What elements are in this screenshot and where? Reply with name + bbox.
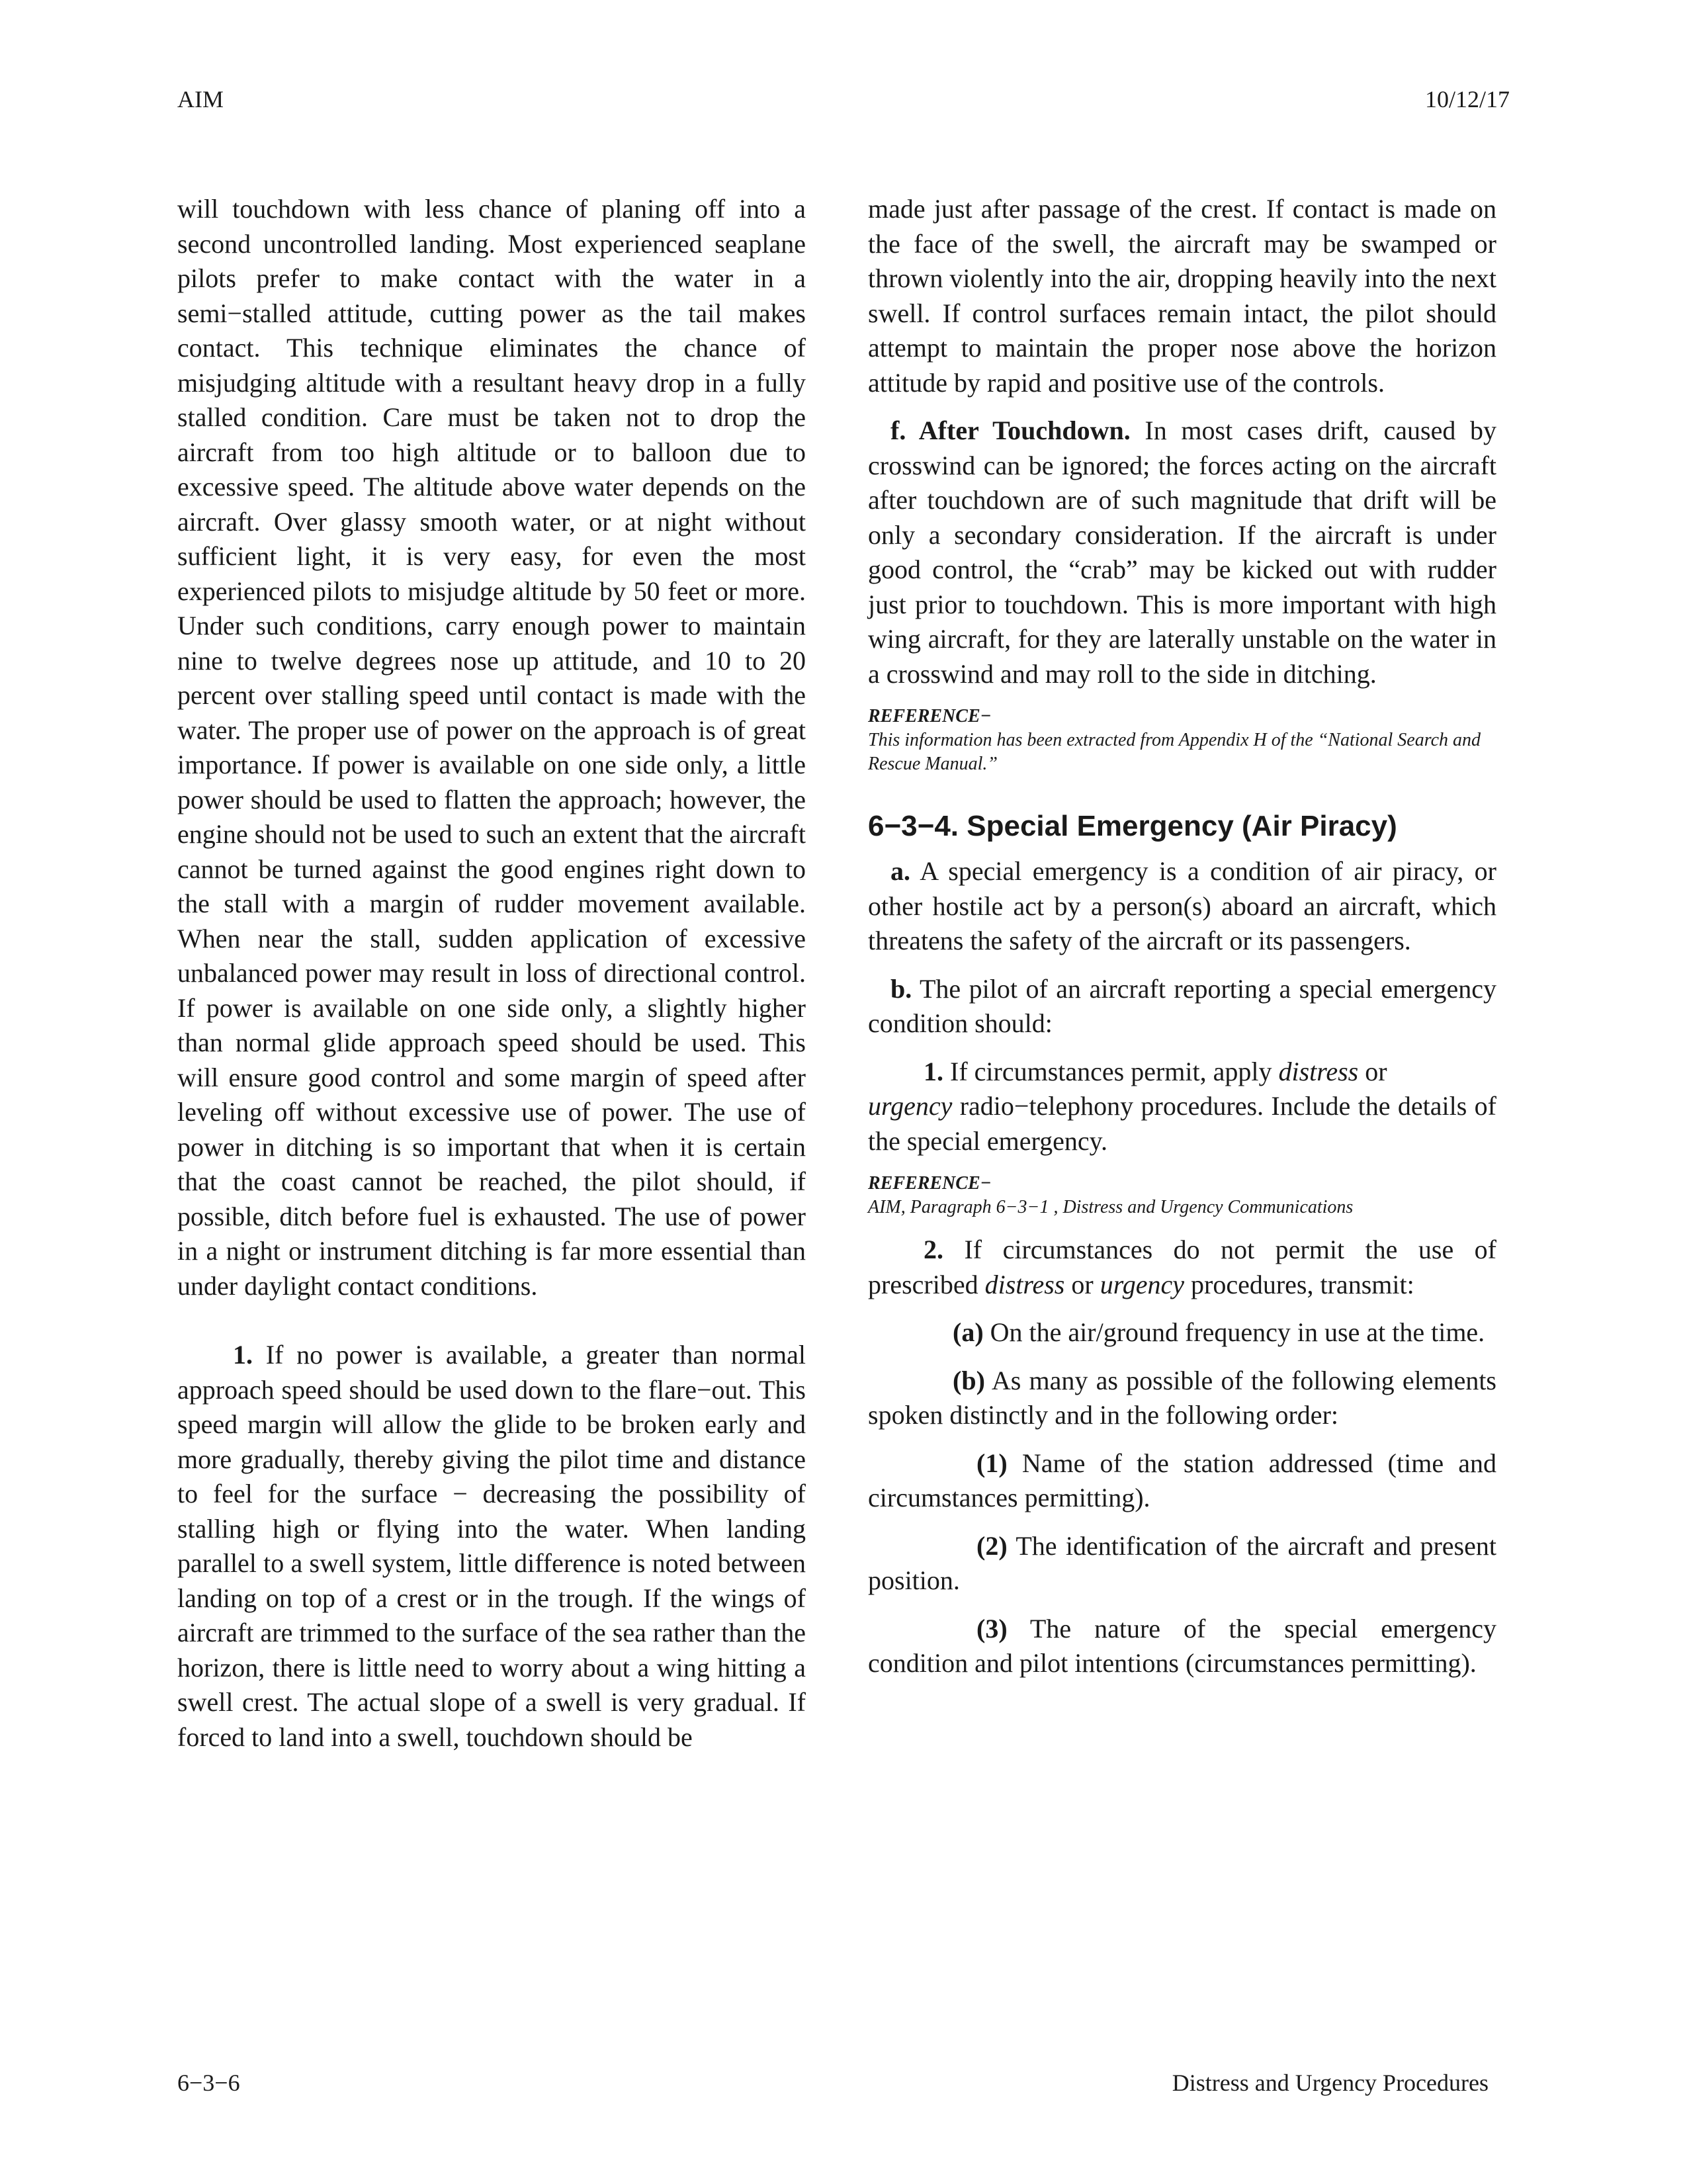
emphasis-distress: distress bbox=[1278, 1056, 1359, 1086]
item-text: The nature of the special emergency condition and pilot intentions (circumstances permitting). bbox=[868, 1613, 1496, 1678]
paragraph-continuation: made just after passage of the crest. If contact is made on the face of the swell, the aircraft may be swamped or thrown violently into the air, dropping heavily into the next swell. If control surfaces remain intact, the pilot should attempt to maintain the proper nose above the horizon attitude by rapid and positive use of the controls. bbox=[868, 194, 1496, 398]
lettered-item-a bbox=[868, 1315, 1496, 1350]
item-label: 1. bbox=[924, 1056, 943, 1086]
reference-text: This information has been extracted from Appendix H of the “National Search and Rescue Manual.” bbox=[868, 730, 1481, 774]
item-text: A special emergency is a condition of air piracy, or other hostile act by a person(s) aboard an aircraft, which threatens the safety of the aircraft or its passengers. bbox=[868, 856, 1496, 955]
emphasis-distress: distress bbox=[984, 1269, 1065, 1299]
item-text: On the air/ground frequency in use at the time. bbox=[990, 1317, 1485, 1347]
item-text: If no power is available, a greater than normal approach speed should be used down to the flare−out. This speed margin will allow the glide to be broken early and more gradually, thereby giving the pilot time and distance to feel for the surface − decreasing the possibility of stalling high or flying into the water. When landing parallel to a swell system, little difference is noted between landing on top of a crest or in the trough. If the wings of aircraft are trimmed to the surface of the sea rather than the horizon, there is little need to worry about a wing hitting a swell crest. The actual slope of a swell is very gradual. If forced to land into a swell, touchdown should be bbox=[177, 1340, 806, 1752]
item-text: If circumstances permit, apply bbox=[950, 1056, 1272, 1086]
page-number: 6−3−6 bbox=[177, 2070, 240, 2096]
item-label: (a) bbox=[953, 1317, 984, 1347]
numbered-item-b2 bbox=[868, 1233, 1496, 1302]
reference-note bbox=[868, 1172, 1496, 1219]
paragraph-continuation: will touchdown with less chance of planing off into a second uncontrolled landing. Most experienced seaplane pilots prefer to make contact with the water in a semi−stalled attitude, cutting power as the tail makes contact. This technique eliminates the chance of misjudging altitude with a resultant heavy drop in a fully stalled condition. Care must be taken not to drop the aircraft from too high altitude or to balloon due to excessive speed. The altitude above water depends on the aircraft. Over glassy smooth water, or at night without sufficient light, it is very easy, for even the most experienced pilots to misjudge altitude by 50 feet or more. Under such conditions, carry enough power to maintain nine to twelve degrees nose up attitude, and 10 to 20 percent over stalling speed until contact is made with the water. The proper use of power on the approach is of great importance. If power is available on one side only, a little power should be used to flatten the approach; however, the engine should not be used to such an extent that the aircraft cannot be turned against the good engines right down to the stall with a margin of rudder movement available. When near the stall, sudden application of excessive unbalanced power may result in loss of directional control. If power is available on one side only, a slightly higher than normal glide approach speed should be used. This will ensure good control and some margin of speed after leveling off without excessive use of power. The use of power in ditching is so important that when it is certain that the coast cannot be reached, the pilot should, if possible, ditch before fuel is exhausted. The use of power in a night or instrument ditching is far more essential than under daylight contact conditions. bbox=[177, 194, 806, 1301]
numbered-item-b1 bbox=[868, 1055, 1496, 1159]
item-text: Name of the station addressed (time and circumstances permitting). bbox=[868, 1448, 1497, 1512]
reference-note bbox=[868, 705, 1496, 776]
reference-text: AIM, Paragraph 6−3−1 , Distress and Urgency Communications bbox=[868, 1197, 1354, 1217]
numbered-subitem-2 bbox=[868, 1529, 1496, 1598]
emphasis-urgency: urgency bbox=[1100, 1269, 1185, 1299]
item-label: b. bbox=[890, 973, 912, 1004]
item-text: or bbox=[1365, 1056, 1387, 1086]
item-label: 2. bbox=[924, 1235, 943, 1264]
subparagraph-text: In most cases drift, caused by crosswind can be ignored; the forces acting on the aircraft after touchdown are of such magnitude that drift will be only a secondary consideration. If the aircraft is under good control, the “crab” may be kicked out with rudder just prior to touchdown. This is more important with high wing aircraft, for they are laterally unstable on the water in a crosswind and may roll to the side in ditching. bbox=[868, 415, 1497, 689]
item-text: radio−telephony procedures. Include the details of the special emergency. bbox=[868, 1091, 1496, 1156]
running-header-date: 10/12/17 bbox=[1424, 86, 1510, 112]
emphasis-urgency: urgency bbox=[868, 1091, 953, 1121]
item-label: (2) bbox=[976, 1530, 1008, 1561]
item-text: or bbox=[1071, 1269, 1094, 1299]
numbered-subitem-1 bbox=[868, 1446, 1496, 1516]
running-footer-chapter: Distress and Urgency Procedures bbox=[1172, 2070, 1489, 2096]
lettered-item-b bbox=[868, 1364, 1496, 1433]
reference-title: REFERENCE− bbox=[868, 1173, 992, 1194]
item-text: procedures, transmit: bbox=[1191, 1269, 1414, 1299]
item-text: If circumstances do not permit the use of prescribed bbox=[868, 1235, 1496, 1299]
numbered-subitem-3 bbox=[868, 1612, 1496, 1681]
right-column bbox=[868, 192, 1496, 1681]
numbered-item-1 bbox=[177, 1338, 806, 1755]
item-label: (3) bbox=[976, 1613, 1008, 1643]
item-text: The pilot of an aircraft reporting a special emergency condition should: bbox=[868, 973, 1496, 1038]
item-label: 1. bbox=[233, 1340, 253, 1370]
subparagraph-b bbox=[868, 972, 1496, 1041]
subparagraph-heading: f. After Touchdown. bbox=[890, 415, 1131, 445]
item-label: (1) bbox=[976, 1448, 1008, 1478]
reference-title: REFERENCE− bbox=[868, 706, 992, 726]
subparagraph-f bbox=[868, 414, 1496, 691]
item-label: a. bbox=[890, 856, 910, 886]
running-header-left: AIM bbox=[177, 86, 224, 112]
item-text: The identification of the aircraft and present position. bbox=[868, 1530, 1496, 1595]
subparagraph-a bbox=[868, 854, 1496, 959]
item-label: (b) bbox=[953, 1365, 985, 1395]
left-column bbox=[177, 192, 806, 1755]
section-title: 6−3−4. Special Emergency (Air Piracy) bbox=[868, 810, 1397, 842]
item-text: As many as possible of the following elements spoken distinctly and in the following order: bbox=[868, 1365, 1496, 1430]
